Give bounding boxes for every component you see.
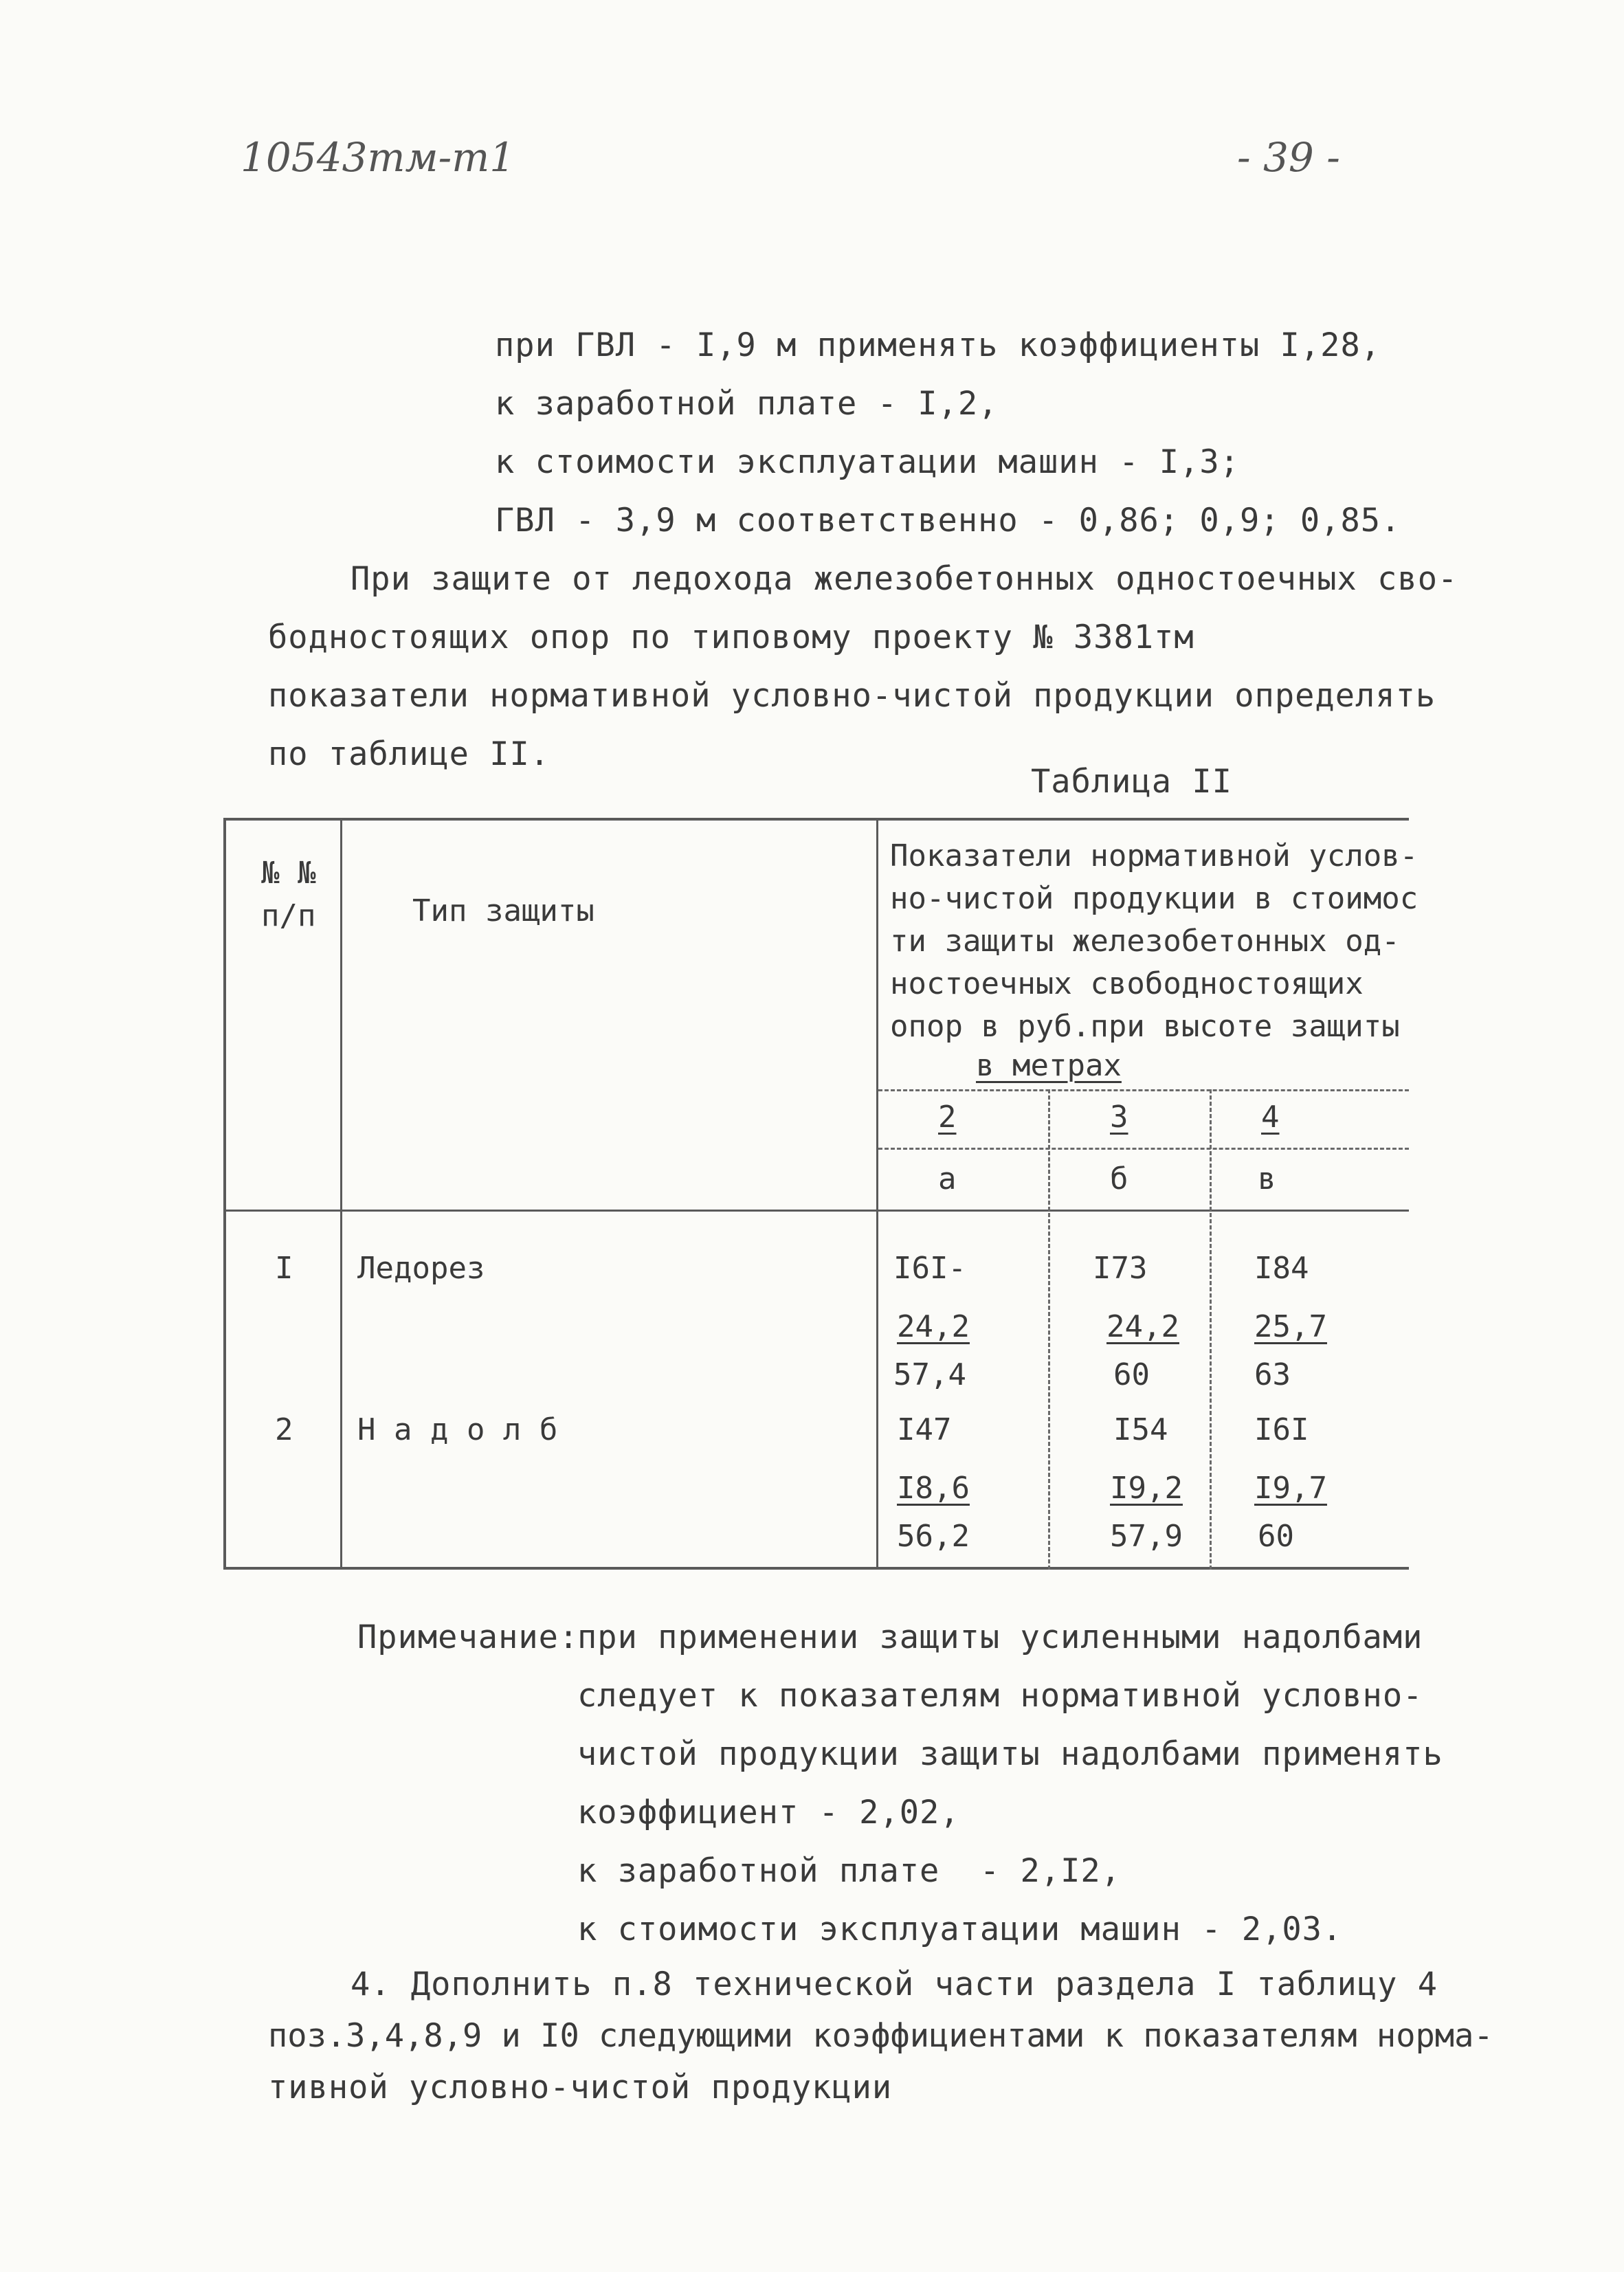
- note-line-6: к стоимости эксплуатации машин - 2,03.: [577, 1911, 1343, 1948]
- table-row-num: 2: [275, 1412, 293, 1447]
- table-cell-denominator: 60: [1258, 1519, 1294, 1554]
- table-cell-main: I54: [1113, 1412, 1168, 1447]
- table-cell-main: I6I: [1254, 1412, 1309, 1447]
- item4-line-1: 4. Дополнить п.8 технической части раздела I таблицу 4: [351, 1965, 1438, 2003]
- intro-line-2: к заработной плате - I,2,: [495, 385, 999, 423]
- note-label: Примечание:: [357, 1618, 579, 1656]
- table-cell-main: I84: [1254, 1251, 1309, 1286]
- table-cell-main: I73: [1093, 1251, 1148, 1286]
- table-header-rule: [223, 1210, 1409, 1212]
- table-cell-numerator: I9,7: [1254, 1471, 1327, 1506]
- table-cell-numerator: 24,2: [897, 1309, 970, 1344]
- table-cell-denominator: 56,2: [897, 1519, 970, 1554]
- table-top-rule: [223, 818, 1409, 821]
- note-line-4: коэффициент - 2,02,: [577, 1794, 960, 1831]
- item4-line-3: тивной условно-чистой продукции: [268, 2069, 893, 2106]
- height-col-b: 3: [1110, 1100, 1128, 1135]
- item4-line-2: поз.3,4,8,9 и I0 следующими коэффициентами к показателям норма-: [268, 2017, 1493, 2055]
- paragraph-line-2: бодностоящих опор по типовому проекту № 3381тм: [268, 619, 1194, 656]
- note-line-5: к заработной плате - 2,I2,: [577, 1852, 1122, 1890]
- note-line-2: следует к показателям нормативной условно-: [577, 1677, 1423, 1715]
- letter-col-c: в: [1258, 1161, 1276, 1196]
- table-cell-main: I6I-: [893, 1251, 966, 1286]
- letter-col-a: а: [938, 1161, 957, 1196]
- table-col3-rule: [1048, 1089, 1050, 1570]
- table-cell-numerator: I9,2: [1110, 1471, 1183, 1506]
- table-cell-denominator: 57,9: [1110, 1519, 1183, 1554]
- header-number-column: № № п/п: [261, 856, 316, 933]
- table-cell-denominator: 63: [1254, 1357, 1291, 1392]
- table-left-rule: [223, 818, 226, 1570]
- note-line-3: чистой продукции защиты надолбами применять: [577, 1735, 1443, 1773]
- paragraph-line-4: по таблице II.: [268, 735, 550, 773]
- table-heights-rule: [878, 1089, 1409, 1091]
- header-value-line-1: Показатели нормативной услов-: [890, 838, 1419, 873]
- intro-line-3: к стоимости эксплуатации машин - I,3;: [495, 443, 1240, 481]
- table-row-type: Н а д о л б: [357, 1412, 558, 1447]
- table-cell-numerator: I8,6: [897, 1471, 970, 1506]
- header-type-column: Тип защиты: [412, 893, 594, 928]
- table-row-type: Ледорез: [357, 1251, 485, 1286]
- page-number: - 39 -: [1237, 134, 1340, 181]
- table-col2-rule: [876, 818, 878, 1570]
- height-col-c: 4: [1261, 1100, 1280, 1135]
- table-cell-denominator: 57,4: [893, 1357, 966, 1392]
- header-value-line-3: ти защиты железобетонных од-: [890, 924, 1400, 959]
- table-letters-rule: [878, 1148, 1409, 1150]
- table-col4-rule: [1210, 1089, 1212, 1570]
- header-value-line-6: в метрах: [976, 1048, 1122, 1083]
- header-value-line-4: ностоечных свободностоящих: [890, 966, 1364, 1001]
- document-number: 10543тм-т1: [241, 134, 515, 181]
- table-row-num: I: [275, 1251, 293, 1286]
- table-cell-numerator: 25,7: [1254, 1309, 1327, 1344]
- intro-line-1: при ГВЛ - I,9 м применять коэффициенты I,28,: [495, 326, 1381, 364]
- table-caption: Таблица II: [1031, 763, 1232, 801]
- height-col-a: 2: [938, 1100, 957, 1135]
- paragraph-line-3: показатели нормативной условно-чистой продукции определять: [268, 677, 1436, 715]
- paragraph-line-1: При защите от ледохода железобетонных одностоечных сво-: [351, 560, 1458, 598]
- table-col1-rule: [340, 818, 342, 1570]
- intro-line-4: ГВЛ - 3,9 м соответственно - 0,86; 0,9; 0,85.: [495, 502, 1401, 539]
- header-value-line-2: но-чистой продукции в стоимос: [890, 881, 1419, 916]
- table-cell-denominator: 60: [1113, 1357, 1150, 1392]
- header-value-line-5: опор в руб.при высоте защиты: [890, 1009, 1400, 1044]
- note-line-1: при применении защиты усиленными надолбами: [577, 1618, 1423, 1656]
- table-cell-main: I47: [897, 1412, 952, 1447]
- table-cell-numerator: 24,2: [1106, 1309, 1179, 1344]
- table-bottom-rule: [223, 1567, 1409, 1570]
- letter-col-b: б: [1110, 1161, 1128, 1196]
